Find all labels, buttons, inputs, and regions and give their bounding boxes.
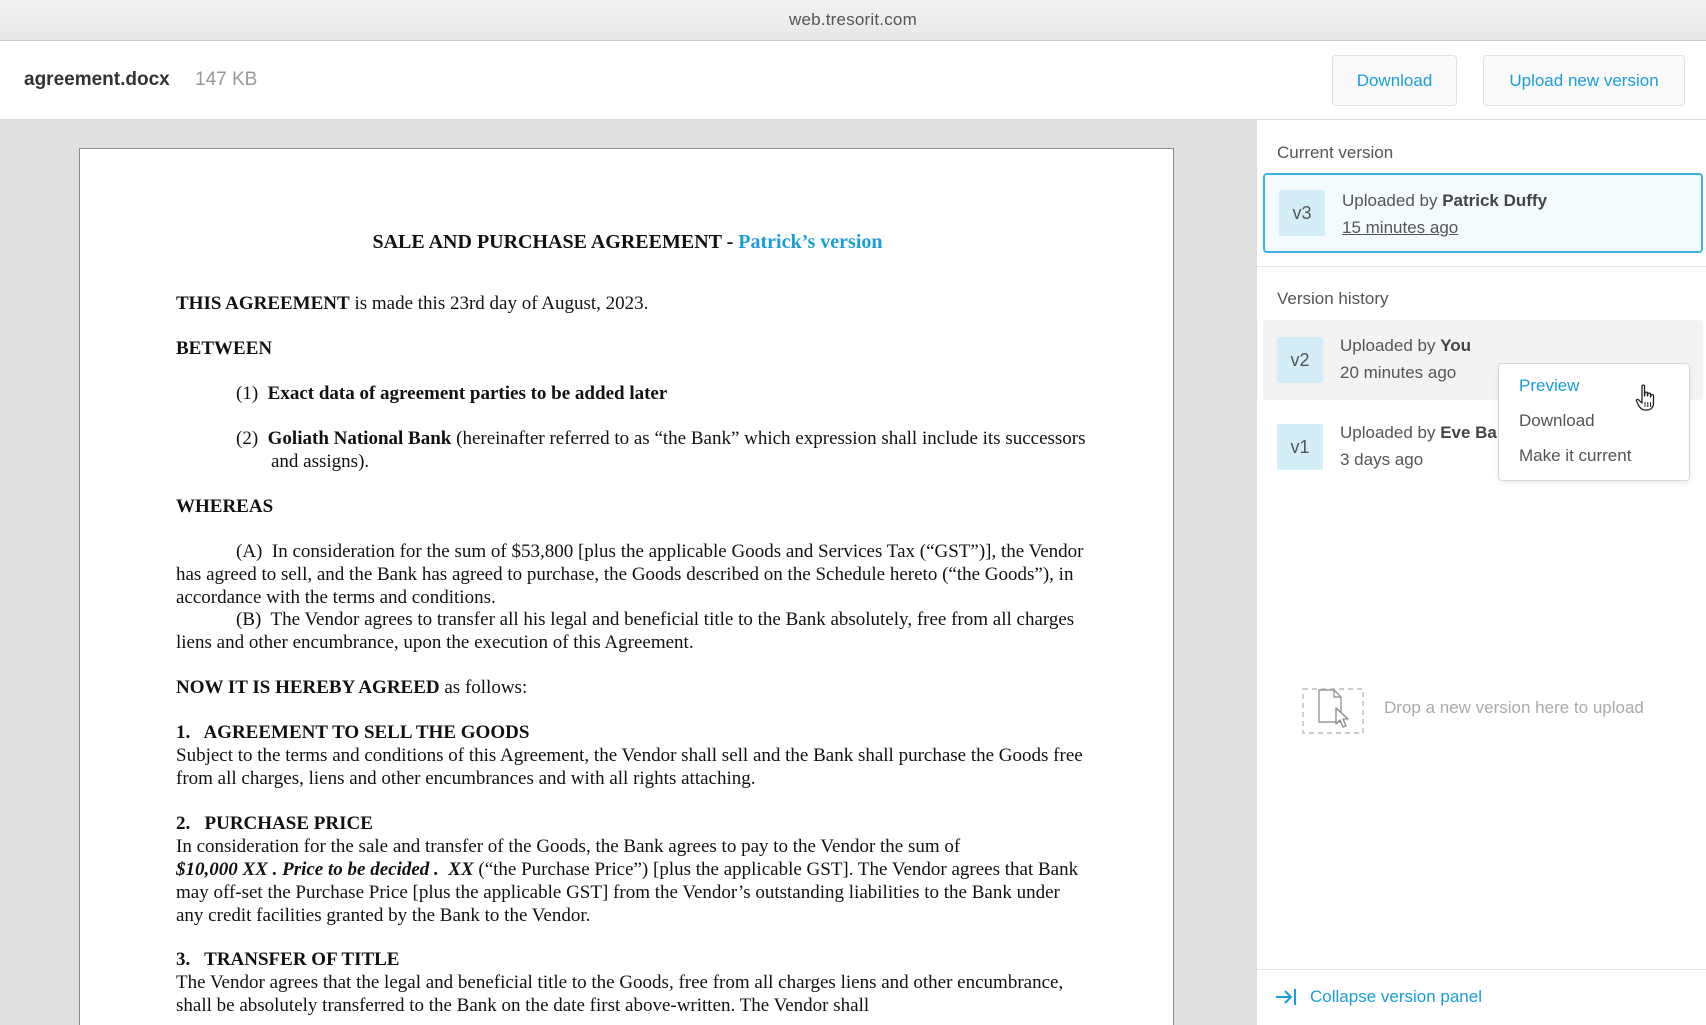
uploader-name: You (1440, 336, 1472, 355)
menu-download[interactable]: Download (1519, 411, 1595, 430)
document-page (79, 148, 1174, 1025)
whereas-heading (176, 495, 1086, 518)
agreed-bold: NOW IT IS HEREBY AGREED (176, 677, 440, 698)
section-3-heading: 3. TRANSFER OF TITLE (176, 949, 400, 970)
version-info (1340, 332, 1471, 386)
upload-new-version-button[interactable]: Upload new version (1483, 55, 1685, 106)
section-2-body-1: In consideration for the sale and transfer of the Goods, the Bank agrees to pay to the Vendor the sum of (176, 836, 961, 857)
url-text[interactable]: web.tresorit.com (789, 10, 917, 29)
version-badge: v1 (1277, 424, 1323, 470)
menu-preview[interactable]: Preview (1519, 376, 1580, 395)
agreed-paragraph (176, 676, 1086, 699)
party-2-rest: (hereinafter referred to as “the Bank” which expression shall include its successors and assigns). (271, 428, 1086, 472)
drop-zone-text[interactable]: Drop a new version here to upload (1384, 698, 1644, 717)
version-badge: v3 (1279, 190, 1325, 236)
party-2-number: (2) (236, 428, 259, 449)
section-3-body: The Vendor agrees that the legal and beneficial title to the Goods, free from all charges liens and other encumbrance, shall be absolutely transferred to the Bank on the date first above-written. The Vendor shall (176, 972, 1064, 1016)
collapse-arrow-icon (1274, 987, 1298, 1007)
section-1 (176, 721, 1086, 790)
version-time: 3 days ago (1340, 450, 1424, 469)
drop-file-icon (1302, 688, 1364, 734)
recital-a-label: (A) (236, 541, 263, 562)
version-time[interactable]: 15 minutes ago (1342, 218, 1459, 237)
hand-cursor-icon (1635, 384, 1657, 412)
collapse-label: Collapse version panel (1310, 987, 1482, 1006)
uploader-name: Patrick Duffy (1442, 191, 1548, 210)
title-main: SALE AND PURCHASE AGREEMENT - (372, 231, 739, 253)
agreed-rest: as follows: (439, 677, 528, 698)
party-2 (176, 427, 1086, 473)
party-1-text: Exact data of agreement parties to be added later (267, 383, 668, 404)
section-1-body: Subject to the terms and conditions of this Agreement, the Vendor shall sell and the Bank shall purchase the Goods free from all charges, liens and other encumbrances and with all rights attaching. (176, 745, 1083, 789)
current-version-label: Current version (1277, 143, 1394, 162)
party-1 (176, 382, 1086, 405)
section-2-price: $10,000 XX . Price to be decided . XX (176, 859, 474, 880)
footer-divider (1257, 969, 1706, 970)
recital-b-text: The Vendor agrees to transfer all his legal and beneficial title to the Bank absolutely, free from all charges liens and other encumbrance, upon the execution of this Agreement. (176, 609, 1075, 653)
version-badge: v2 (1277, 337, 1323, 383)
title-accent: Patrick’s version (738, 231, 883, 253)
intro-bold: THIS AGREEMENT (176, 293, 350, 314)
menu-make-current[interactable]: Make it current (1519, 446, 1632, 465)
party-1-number: (1) (236, 383, 259, 404)
uploaded-by-label: Uploaded by (1340, 336, 1441, 355)
section-2 (176, 812, 1086, 927)
version-info (1340, 419, 1497, 473)
between-text: BETWEEN (176, 338, 273, 359)
section-2-body-2: (“the Purchase Price”) [plus the applicable GST]. The Vendor agrees that Bank may off-set the Purchase Price [plus the applicable GST] from the Vendor’s outstanding liabilities to the Bank under any credit facilities granted by the Bank to the Vendor. (176, 859, 1079, 926)
document-preview-area[interactable] (0, 120, 1256, 1025)
whereas-text: WHEREAS (176, 496, 274, 517)
uploader-name: Eve Ba (1440, 423, 1497, 442)
section-divider (1257, 266, 1706, 267)
file-size: 147 KB (195, 69, 258, 90)
uploaded-by-label: Uploaded by (1342, 191, 1443, 210)
file-header (0, 41, 1706, 120)
intro-paragraph (176, 292, 1086, 315)
browser-address-bar (0, 0, 1706, 41)
download-button[interactable]: Download (1332, 55, 1457, 106)
recital-a-text: In consideration for the sum of $53,800 [plus the applicable Goods and Services Tax (“GST”)], the Vendor has agreed to sell, and the Bank has agreed to purchase, the Goods described on the Schedule hereto (“the Goods”), in accordance with the terms and conditions. (176, 541, 1084, 608)
version-info (1342, 187, 1547, 241)
version-panel (1256, 120, 1706, 1025)
recital-b-label: (B) (236, 609, 262, 630)
recital-b (176, 608, 1086, 654)
recital-a (176, 540, 1086, 609)
section-3 (176, 948, 1086, 1017)
intro-rest: is made this 23rd day of August, 2023. (349, 293, 649, 314)
file-name: agreement.docx (24, 69, 170, 90)
between-heading (176, 337, 1086, 360)
uploaded-by-label: Uploaded by (1340, 423, 1441, 442)
party-2-bold: Goliath National Bank (267, 428, 452, 449)
version-row-v3[interactable] (1263, 173, 1703, 253)
document-title (80, 231, 1175, 254)
version-context-menu (1498, 363, 1690, 481)
section-1-heading: 1. AGREEMENT TO SELL THE GOODS (176, 722, 530, 743)
collapse-panel-button[interactable] (1274, 987, 1482, 1007)
version-history-label: Version history (1277, 289, 1389, 308)
section-2-heading: 2. PURCHASE PRICE (176, 813, 373, 834)
version-time: 20 minutes ago (1340, 363, 1457, 382)
